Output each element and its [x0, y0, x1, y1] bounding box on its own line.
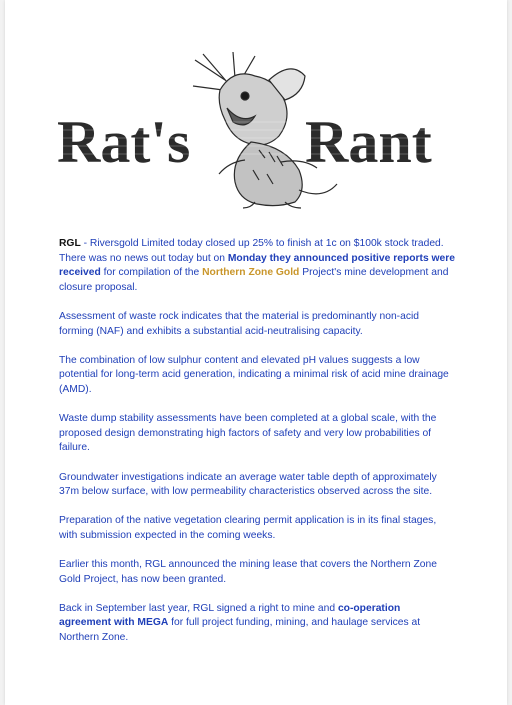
paragraph-7: Earlier this month, RGL announced the mining lease that covers the Northern Zone Gold Project, has now been granted. — [59, 559, 437, 585]
paragraph-text: - Riversgold Limited today closed up 25% to finish at 1c on $100k stock traded. There was no news out today but on — [59, 238, 444, 264]
bold-agreement: co-operation agreement with MEGA — [59, 602, 401, 629]
paragraph-text: for full project funding, mining, and haulage services at Northern Zone. — [59, 617, 421, 644]
rats-rant-logo — [55, 50, 455, 210]
document-page — [5, 0, 507, 705]
paragraph-3: The combination of low sulphur content and elevated pH values suggests a low potential for long-term acid generation, indicating a minimal risk of acid mine drainage (AMD). — [59, 354, 449, 395]
paragraph-text: Project's mine development and closure proposal. — [59, 267, 449, 293]
project-name-highlight: Northern Zone Gold — [202, 267, 300, 279]
paragraph-4: Waste dump stability assessments have been completed at a global scale, with the proposed design demonstrating high factors of safety and very low probabilities of failure. — [59, 413, 437, 454]
paragraph-text: for compilation of the — [100, 267, 203, 279]
rat-tail — [299, 184, 337, 194]
paragraph-1 — [59, 237, 455, 295]
ticker-symbol: RGL — [59, 238, 81, 249]
whisker — [233, 52, 235, 78]
paragraph-text: Back in September last year, RGL signed a right to mine and — [59, 602, 338, 614]
paragraph-2: Assessment of waste rock indicates that the material is predominantly non-acid forming (NAF) and exhibits a substantial acid-neutralising capacity. — [59, 310, 419, 337]
logo-word-right: Rant — [305, 109, 432, 175]
bold-announcement: Monday they announced positive reports were received — [59, 252, 456, 279]
logo-graphic — [55, 50, 455, 210]
paragraph-6: Preparation of the native vegetation clearing permit application is in its final stages, with submission expected in the coming weeks. — [59, 515, 437, 541]
rat-eye — [241, 92, 249, 100]
paragraph-8 — [59, 602, 455, 646]
logo-word-left: Rat's — [57, 109, 191, 175]
rat-body — [234, 142, 302, 206]
paragraph-5: Groundwater investigations indicate an average water table depth of approximately 37m below surface, with low permeability characteristics observed across the site. — [59, 471, 437, 498]
article-body — [59, 237, 455, 660]
whisker — [193, 86, 223, 90]
